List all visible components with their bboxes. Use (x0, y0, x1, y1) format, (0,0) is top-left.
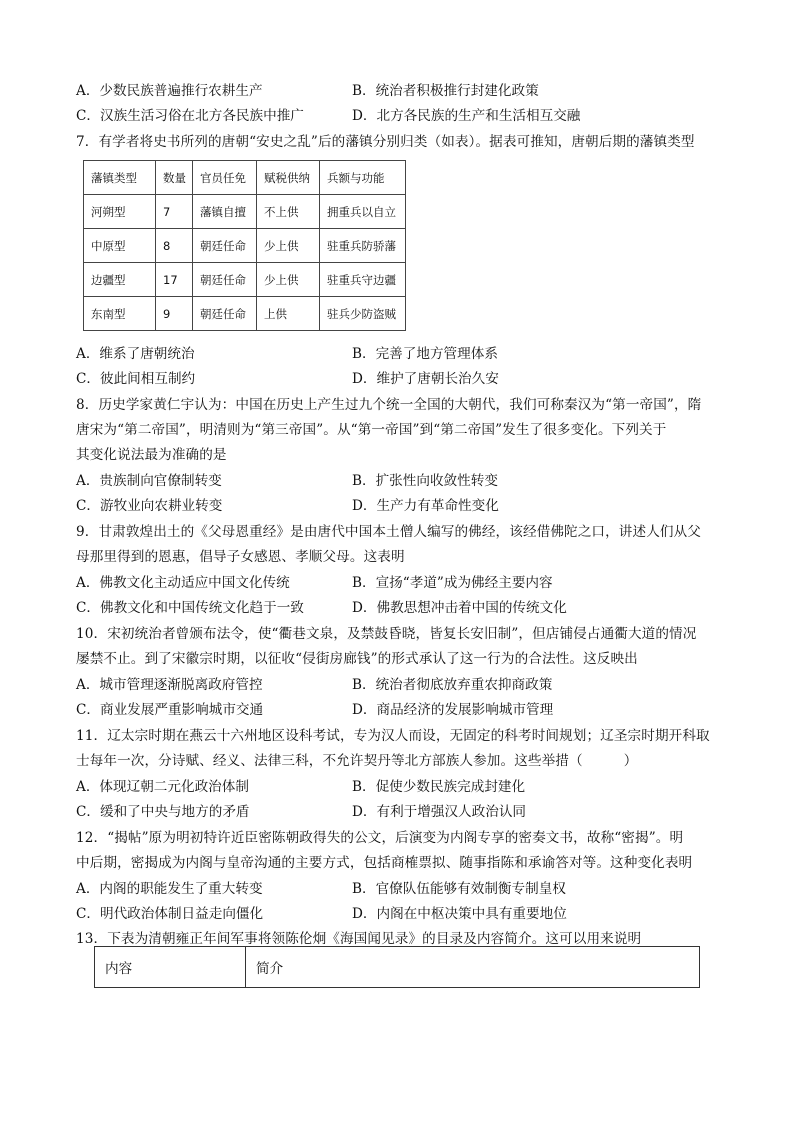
table-cell: 驻重兵守边疆 (320, 263, 406, 297)
q7-option-b: B．完善了地方管理体系 (352, 346, 498, 362)
table-cell: 拥重兵以自立 (320, 195, 406, 229)
q6-option-c: C．汉族生活习俗在北方各民族中推广 (76, 108, 304, 124)
q12-option-c: C．明代政治体制日益走向僵化 (76, 906, 264, 922)
table-cell: 边疆型 (84, 263, 156, 297)
table-cell: 朝廷任命 (193, 229, 257, 263)
q10-option-a: A．城市管理逐渐脱离政府管控 (76, 677, 263, 693)
q7-option-d: D．维护了唐朝长治久安 (352, 371, 499, 387)
q13-table (94, 946, 700, 988)
table-header-cell: 赋税供纳 (257, 161, 320, 195)
q8-option-d: D．生产力有革命性变化 (352, 498, 499, 514)
q8-option-a: A．贵族制向官僚制转变 (76, 473, 222, 489)
table-cell: 7 (156, 195, 193, 229)
table-header-row (84, 161, 406, 195)
q10-option-d: D．商品经济的发展影响城市管理 (352, 702, 554, 718)
q11-option-c: C．缓和了中央与地方的矛盾 (76, 804, 250, 820)
table-header-cell: 简介 (246, 947, 700, 988)
q8-option-c: C．游牧业向农耕业转变 (76, 498, 223, 514)
table-header-cell: 藩镇类型 (84, 161, 156, 195)
q12-stem-line: 中后期，密揭成为内阁与皇帝沟通的主要方式，包括商榷票拟、随事指陈和承谕答对等。这种变化表明 (76, 855, 693, 871)
table-cell: 少上供 (257, 229, 320, 263)
q6-option-a: A．少数民族普遍推行农耕生产 (76, 83, 263, 99)
q7-stem: 7．有学者将史书所列的唐朝“安史之乱”后的藩镇分别归类（如表）。据表可推知，唐朝后期的藩镇类型 (76, 134, 695, 150)
table-cell: 东南型 (84, 297, 156, 331)
table-cell: 中原型 (84, 229, 156, 263)
q12-option-a: A．内阁的职能发生了重大转变 (76, 881, 263, 897)
q12-option-b: B．官僚队伍能够有效制衡专制皇权 (352, 881, 566, 897)
q7-table (83, 160, 406, 331)
q8-option-b: B．扩张性向收敛性转变 (352, 473, 498, 489)
table-row (84, 229, 406, 263)
table-header-row (95, 947, 700, 988)
q8-stem-line: 唐宋为“第二帝国”，明清则为“第三帝国”。从“第一帝国”到“第二帝国”发生了很多变化。下列关于 (76, 422, 667, 438)
table-cell: 少上供 (257, 263, 320, 297)
table-cell: 驻兵少防盗贼 (320, 297, 406, 331)
q8-stem-line: 8．历史学家黄仁宇认为：中国在历史上产生过九个统一全国的大朝代，我们可称秦汉为“第一帝国”，隋 (76, 397, 702, 413)
q7-option-c: C．彼此间相互制约 (76, 371, 196, 387)
q11-option-a: A．体现辽朝二元化政治体制 (76, 779, 249, 795)
q9-stem-line: 9．甘肃敦煌出土的《父母恩重经》是由唐代中国本土僧人编写的佛经，该经借佛陀之口，讲述人们从父 (76, 524, 701, 540)
table-cell: 驻重兵防骄藩 (320, 229, 406, 263)
q9-option-b: B．宣扬“孝道”成为佛经主要内容 (352, 575, 553, 591)
table-cell: 朝廷任命 (193, 263, 257, 297)
q11-stem-line: 士每年一次，分诗赋、经义、法律三科，不允许契丹等北方部族人参加。这些举措（ ） (76, 753, 638, 769)
table-row (84, 195, 406, 229)
q10-stem-line: 屡禁不止。到了宋徽宗时期，以征收“侵街房廊钱”的形式承认了这一行为的合法性。这反映出 (76, 651, 638, 667)
table-cell: 9 (156, 297, 193, 331)
table-header-cell: 内容 (95, 947, 246, 988)
q9-stem-line: 母那里得到的恩惠，倡导子女感恩、孝顺父母。这表明 (76, 549, 405, 565)
q6-option-d: D．北方各民族的生产和生活相互交融 (352, 108, 581, 124)
q6-option-b: B．统治者积极推行封建化政策 (352, 83, 539, 99)
q12-option-d: D．内阁在中枢决策中具有重要地位 (352, 906, 567, 922)
q11-stem-line: 11．辽太宗时期在燕云十六州地区设科考试，专为汉人而设，无固定的科考时间规划；辽圣宗时期开科取 (76, 728, 710, 744)
table-row (84, 297, 406, 331)
table-header-cell: 数量 (156, 161, 193, 195)
table-cell: 河朔型 (84, 195, 156, 229)
q10-option-b: B．统治者彻底放弃重农抑商政策 (352, 677, 553, 693)
q10-option-c: C．商业发展严重影响城市交通 (76, 702, 264, 718)
q7-option-a: A．维系了唐朝统治 (76, 346, 195, 362)
q8-stem-line: 其变化说法最为准确的是 (76, 447, 227, 463)
q10-stem-line: 10．宋初统治者曾颁布法令，使“衢巷文泉，及禁鼓昏晓，皆复长安旧制”，但店铺侵占通衢大道的情况 (76, 626, 697, 642)
table-cell: 不上供 (257, 195, 320, 229)
q9-option-c: C．佛教文化和中国传统文化趋于一致 (76, 600, 304, 616)
table-cell: 8 (156, 229, 193, 263)
q11-option-b: B．促使少数民族完成封建化 (352, 779, 526, 795)
q13-stem: 13．下表为清朝雍正年间军事将领陈伦炯《海国闻见录》的目录及内容简介。这可以用来说明 (76, 931, 642, 947)
table-cell: 17 (156, 263, 193, 297)
table-header-cell: 官员任免 (193, 161, 257, 195)
q12-stem-line: 12．“揭帖”原为明初特许近臣密陈朝政得失的公文，后演变为内阁专享的密奏文书，故称“密揭”。明 (76, 830, 684, 846)
table-header-cell: 兵额与功能 (320, 161, 406, 195)
q9-option-a: A．佛教文化主动适应中国文化传统 (76, 575, 290, 591)
q11-option-d: D．有利于增强汉人政治认同 (352, 804, 527, 820)
table-cell: 上供 (257, 297, 320, 331)
table-row (84, 263, 406, 297)
table-cell: 朝廷任命 (193, 297, 257, 331)
table-cell: 藩镇自擅 (193, 195, 257, 229)
q9-option-d: D．佛教思想冲击着中国的传统文化 (352, 600, 567, 616)
